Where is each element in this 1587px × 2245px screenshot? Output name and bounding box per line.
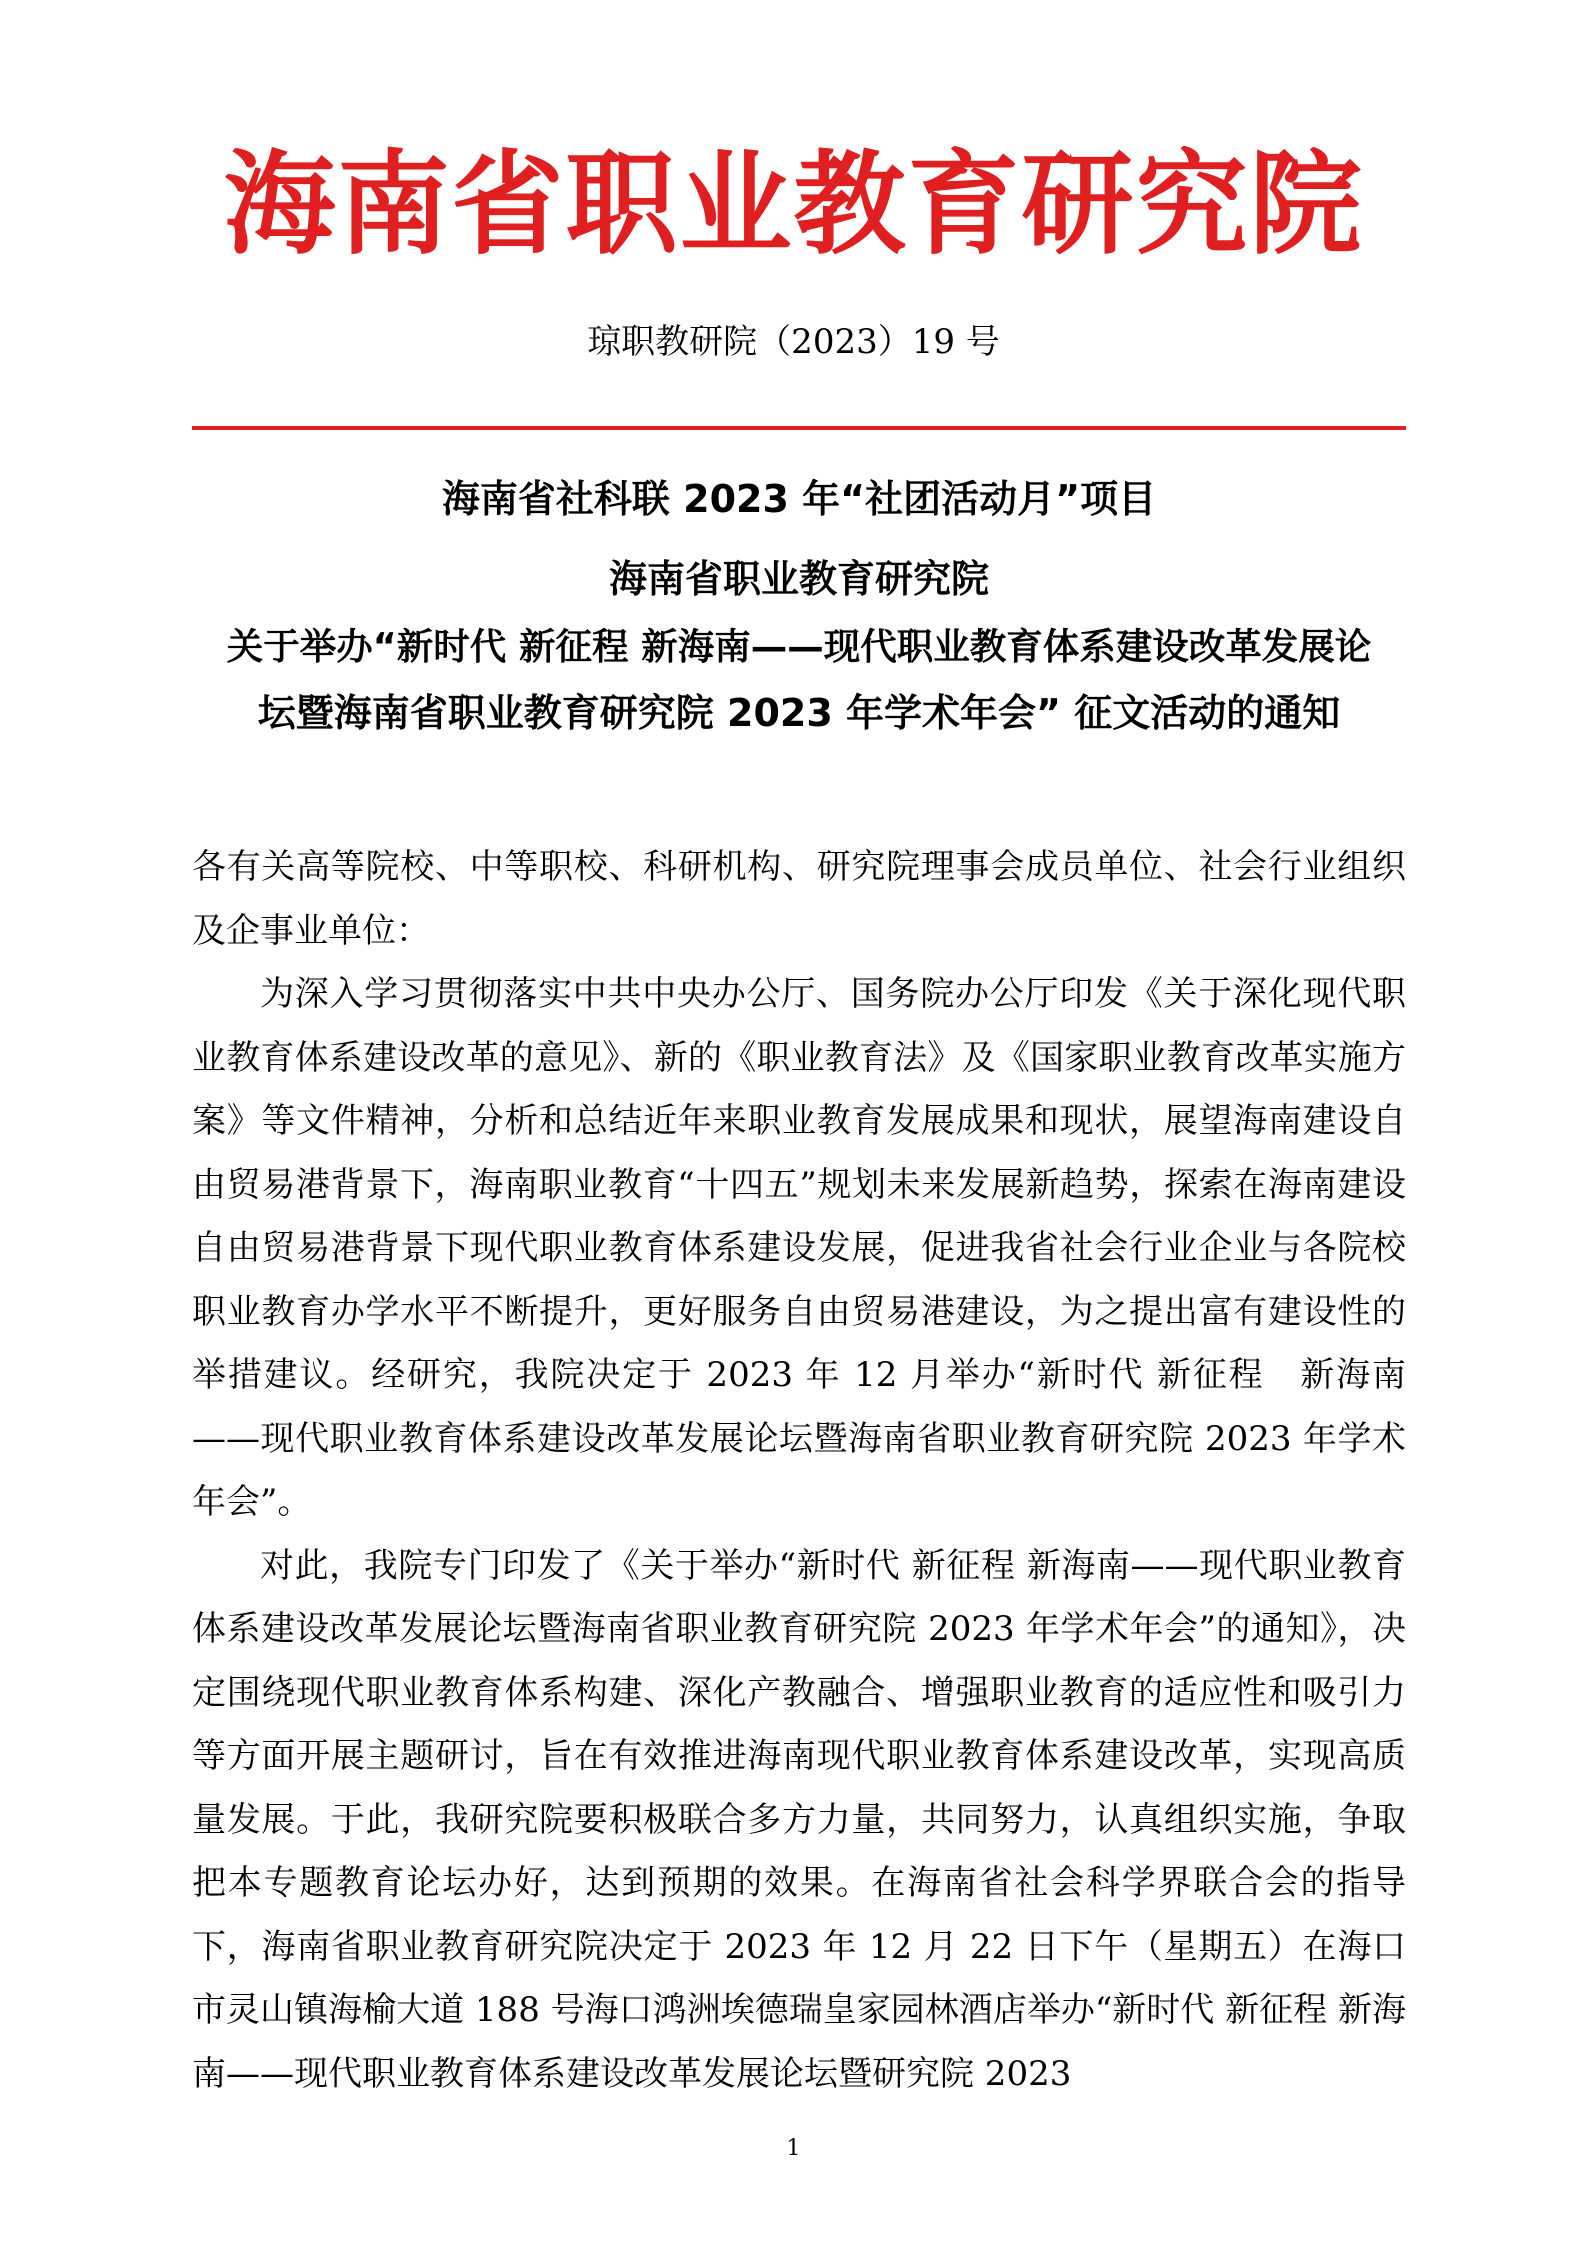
title-line-2: 海南省职业教育研究院 (608, 557, 989, 601)
document-body (192, 836, 1406, 2106)
body-paragraph-2: 对此，我院专门印发了《关于举办“新时代 新征程 新海南——现代职业教育体系建设改革发展论坛暨海南省职业教育研究院 2023 年学术年会”的通知》，决定围绕现代职业教育体系构建、深化产教融合、增强职业教育的适应性和吸引力等方面开展主题研讨，旨在有效推进海南现代职业教育体系建设改革，实现高质量发展。于此，我研究院要积极联合多方力量，共同努力，认真组织实施，争取把本专题教育论坛办好，达到预期的效果。在海南省社会科学界联合会的指导下，海南省职业教育研究院决定于 2023 年 12 月 22 日下午（星期五）在海口市灵山镇海榆大道 188 号海口鸿洲埃德瑞皇家园林酒店举办“新时代 新征程 新海南——现代职业教育体系建设改革发展论坛暨研究院 2023 (192, 1545, 1406, 2094)
title-line-1: 海南省社科联 2023 年“社团活动月”项目 (441, 477, 1157, 521)
document-number: 琼职教研院（2023）19 号 (587, 322, 1000, 362)
title-line-4: 坛暨海南省职业教育研究院 2023 年学术年会” 征文活动的通知 (257, 691, 1341, 735)
org-masthead: 海南省职业教育研究院 (223, 139, 1364, 270)
title-line-3: 关于举办“新时代 新征程 新海南——现代职业教育体系建设改革发展论 (226, 625, 1372, 668)
red-divider (192, 426, 1406, 430)
salutation: 各有关高等院校、中等职校、科研机构、研究院理事会成员单位、社会行业组织及企事业单位： (192, 847, 1406, 951)
page-number: 1 (786, 2136, 801, 2161)
body-paragraph-1: 为深入学习贯彻落实中共中央办公厅、国务院办公厅印发《关于深化现代职业教育体系建设改革的意见》、新的《职业教育法》及《国家职业教育改革实施方案》等文件精神，分析和总结近年来职业教育发展成果和现状，展望海南建设自由贸易港背景下，海南职业教育“十四五”规划未来发展新趋势，探索在海南建设自由贸易港背景下现代职业教育体系建设发展，促进我省社会行业企业与各院校职业教育办学水平不断提升，更好服务自由贸易港建设，为之提出富有建设性的举措建议。经研究，我院决定于 2023 年 12 月举办“新时代 新征程 新海南——现代职业教育体系建设改革发展论坛暨海南省职业教育研究院 2023 年学术年会”。 (192, 974, 1406, 1522)
